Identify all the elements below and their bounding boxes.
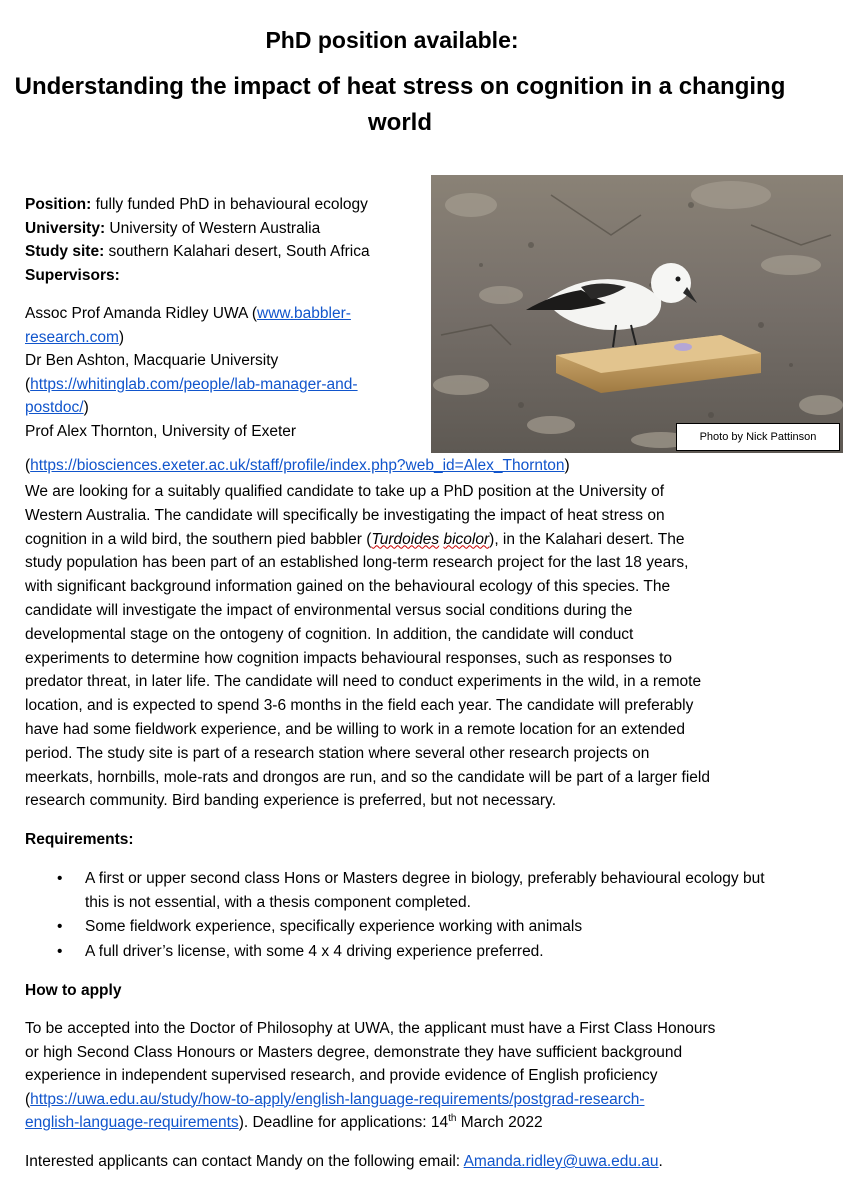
supervisor-1-link[interactable]: www.babbler- xyxy=(257,305,351,322)
supervisor-3-link[interactable]: https://biosciences.exeter.ac.uk/staff/profile/index.php?web_id=Alex_Thornton xyxy=(30,457,565,474)
how-to-apply-heading: How to apply xyxy=(25,982,122,999)
supervisor-3-open: ( xyxy=(25,457,31,474)
supervisor-2-open: ( xyxy=(25,375,31,393)
apply-open: ( xyxy=(25,1090,31,1108)
position-row xyxy=(25,193,430,217)
apply-line: or high Second Class Honours or Masters degree, demonstrate they have sufficient background xyxy=(25,1043,683,1061)
english-requirements-link[interactable]: https://uwa.edu.au/study/how-to-apply/english-language-requirements/postgrad-research- xyxy=(30,1090,645,1108)
supervisor-2-link-cont[interactable]: postdoc/ xyxy=(25,399,84,416)
description-line: experiments to determine how cognition impacts behavioural responses, such as responses to xyxy=(25,649,673,667)
page-title-line1: PhD position available: xyxy=(265,27,519,53)
description-text: cognition in a wild bird, the southern pied babbler ( xyxy=(25,530,372,548)
supervisor-2-close: ) xyxy=(83,399,89,416)
apply-deadline-row xyxy=(25,1111,840,1135)
description-line: candidate will investigate the impact of environmental versus social conditions during the xyxy=(25,601,633,619)
supervisor-2-link[interactable]: https://whitinglab.com/people/lab-manager-and- xyxy=(30,375,358,393)
supervisor-2-link-row xyxy=(25,373,420,397)
description-line: research community. Bird banding experience is preferred, but not necessary. xyxy=(25,792,556,810)
apply-line: experience in independent supervised research, and provide evidence of English proficiency xyxy=(25,1067,658,1084)
bullet-icon: • xyxy=(57,870,63,887)
description-line: Western Australia. The candidate will specifically be investigating the impact of heat stress on xyxy=(25,506,665,524)
supervisor-1-cont xyxy=(25,326,420,350)
deadline-text: ). Deadline for applications: 14 xyxy=(238,1114,449,1131)
page-title-line3: world xyxy=(368,109,432,136)
ordinal-suffix: th xyxy=(448,1113,457,1124)
supervisor-3-link-row xyxy=(25,454,570,478)
supervisor-1-link-cont[interactable]: research.com xyxy=(25,328,119,346)
babbler-photo-image xyxy=(431,175,843,453)
university-label: University: xyxy=(25,219,106,237)
page-title-line2: Understanding the impact of heat stress on cognition in a changing xyxy=(14,73,786,100)
requirements-heading: Requirements: xyxy=(25,831,134,848)
supervisor-list xyxy=(25,302,420,443)
apply-link-row xyxy=(25,1088,840,1112)
contact-text: Interested applicants can contact Mandy on the following email: xyxy=(25,1153,464,1170)
deadline-date: March 2022 xyxy=(456,1114,543,1131)
requirement-text: A first or upper second class Hons or Masters degree in biology, preferably behavioural ecology but this is not essential, with a thesis component completed. xyxy=(85,870,765,911)
contact-line xyxy=(25,1150,840,1174)
photo-credit: Photo by Nick Pattinson xyxy=(676,423,840,451)
apply-paragraph xyxy=(25,1017,840,1135)
university-row xyxy=(25,217,430,241)
supervisor-3-name: Prof Alex Thornton, University of Exeter xyxy=(25,422,297,440)
species-epithet: bicolor xyxy=(443,530,490,548)
description-paragraph xyxy=(25,480,840,813)
description-line: developmental stage on the ontogeny of cognition. In addition, the candidate will conduct xyxy=(25,625,634,643)
supervisor-1-name: Assoc Prof Amanda Ridley UWA ( xyxy=(25,305,258,322)
position-label: Position: xyxy=(25,196,92,213)
requirement-text: A full driver’s license, with some 4 x 4 driving experience preferred. xyxy=(85,943,544,960)
description-line-species xyxy=(25,528,840,552)
position-info xyxy=(25,193,430,287)
contact-end: . xyxy=(658,1153,663,1170)
description-line: have had some fieldwork experience, and be willing to work in a remote location for an extended xyxy=(25,720,685,738)
description-text: ), in the Kalahari desert. The xyxy=(489,530,685,548)
english-requirements-link-cont[interactable]: english-language-requirements xyxy=(25,1114,239,1131)
species-genus: Turdoides xyxy=(371,530,440,548)
description-line: We are looking for a suitably qualified candidate to take up a PhD position at the University of xyxy=(25,483,665,500)
supervisors-row xyxy=(25,264,430,288)
bullet-icon: • xyxy=(57,918,63,935)
description-line: period. The study site is part of a research station where several other research projects on xyxy=(25,744,650,762)
bullet-icon: • xyxy=(57,943,63,960)
description-line: location, and is expected to spend 3-6 months in the field each year. The candidate will preferably xyxy=(25,697,694,715)
requirement-text: Some fieldwork experience, specifically experience working with animals xyxy=(85,918,583,935)
supervisors-label: Supervisors: xyxy=(25,266,120,284)
position-value: fully funded PhD in behavioural ecology xyxy=(91,196,368,213)
supervisor-2-name: Dr Ben Ashton, Macquarie University xyxy=(25,352,279,369)
supervisor-1-close: ) xyxy=(118,328,125,346)
description-line: with significant background information gained on the behavioural ecology of this species. The xyxy=(25,578,671,596)
description-line: predator threat, in later life. The candidate will need to conduct experiments in the wild, in a remote xyxy=(25,673,702,691)
supervisor-1 xyxy=(25,302,420,326)
study-site-row xyxy=(25,240,430,264)
supervisor-2-link-cont-row xyxy=(25,396,420,420)
description-line: meerkats, hornbills, mole-rats and drongos are run, and so the candidate will be part of a larger field xyxy=(25,768,710,786)
supervisor-3-close: ) xyxy=(564,457,570,474)
study-site-value: southern Kalahari desert, South Africa xyxy=(104,243,370,260)
contact-email-link[interactable]: Amanda.ridley@uwa.edu.au xyxy=(463,1153,659,1170)
university-value: University of Western Australia xyxy=(105,219,321,237)
babbler-photo xyxy=(431,175,843,453)
apply-line: To be accepted into the Doctor of Philosophy at UWA, the applicant must have a First Class Honours xyxy=(25,1020,716,1037)
description-line: study population has been part of an established long-term research project for the last 18 years, xyxy=(25,554,689,572)
study-site-label: Study site: xyxy=(25,243,105,260)
